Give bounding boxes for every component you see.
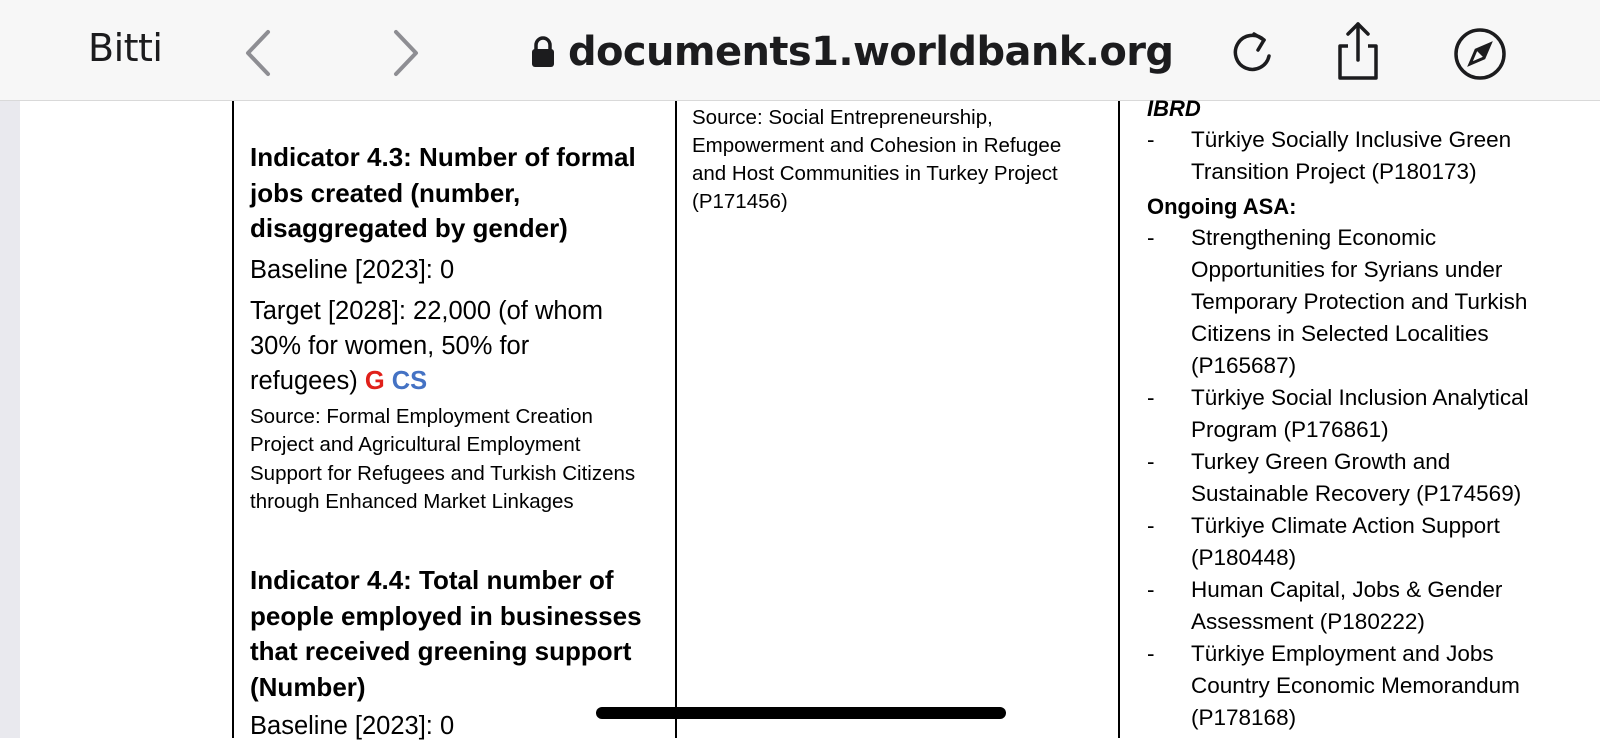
source-line: Empowerment and Cohesion in Refugee — [692, 134, 1062, 157]
list-item-text — [1191, 638, 1587, 734]
indicator-title: jobs created (number, — [250, 177, 521, 208]
list-item-text — [1191, 382, 1587, 446]
list-item-text — [1191, 510, 1587, 574]
list-item-line: Türkiye Socially Inclusive Green — [1191, 127, 1512, 152]
table-border-middle — [675, 101, 677, 738]
indicator-source: through Enhanced Market Linkages — [250, 490, 574, 513]
indicator-title: Indicator 4.4: Total number of — [250, 565, 614, 595]
indicator-title: Indicator 4.3: Number of formal — [250, 142, 636, 172]
ibrd-heading: IBRD — [1147, 96, 1201, 121]
address-bar[interactable] — [530, 24, 1173, 80]
source-line: (P171456) — [692, 190, 788, 213]
list-item-line: Sustainable Recovery (P174569) — [1191, 481, 1522, 506]
indicator-target: 30% for women, 50% for — [250, 331, 530, 360]
list-item-line: Human Capital, Jobs & Gender — [1191, 577, 1503, 602]
table-border-right — [1118, 101, 1120, 738]
indicator-baseline: Baseline [2023]: 0 — [250, 712, 455, 740]
list-item-line: (P180448) — [1191, 545, 1297, 570]
list-item-line: Türkiye Social Inclusion Analytical — [1191, 385, 1529, 410]
list-item — [1147, 638, 1587, 734]
indicator-title: people employed in businesses — [250, 600, 642, 631]
list-item-line: (P165687) — [1191, 353, 1297, 378]
chevron-right-icon[interactable] — [386, 28, 426, 78]
ongoing-asa-heading: Ongoing ASA: — [1147, 194, 1297, 219]
ibrd-list — [1147, 124, 1587, 188]
list-item-line: Temporary Protection and Turkish — [1191, 289, 1528, 314]
indicator-source: Project and Agricultural Employment — [250, 433, 581, 456]
list-item — [1147, 382, 1587, 446]
list-item-line: Türkiye Employment and Jobs — [1191, 641, 1494, 666]
list-item — [1147, 222, 1587, 382]
climate-tag: CS — [391, 366, 428, 395]
list-item-line: Transition Project (P180173) — [1191, 159, 1477, 184]
list-dash: - — [1147, 449, 1155, 474]
gender-tag: G — [364, 366, 385, 395]
list-item-text — [1191, 222, 1587, 382]
list-item — [1147, 446, 1587, 510]
list-item-line: Citizens in Selected Localities — [1191, 321, 1489, 346]
share-icon[interactable] — [1330, 20, 1386, 82]
indicator-source: Support for Refugees and Turkish Citizens — [250, 461, 636, 485]
list-item-line: Opportunities for Syrians under — [1191, 257, 1503, 282]
source-line: and Host Communities in Turkey Project — [692, 162, 1058, 185]
reload-icon[interactable] — [1224, 26, 1280, 82]
list-item — [1147, 574, 1587, 638]
list-item-line: Strengthening Economic — [1191, 225, 1437, 250]
list-item-line: Assessment (P180222) — [1191, 609, 1425, 634]
list-item-line: (P178168) — [1191, 705, 1297, 730]
column3-programs — [1147, 94, 1587, 734]
list-item-line: Turkey Green Growth and — [1191, 449, 1451, 474]
table-border-left — [232, 101, 234, 738]
list-item-line: Program (P176861) — [1191, 417, 1389, 442]
indicator-target: refugees) — [250, 366, 358, 395]
list-item — [1147, 124, 1587, 188]
indicator-source: Source: Formal Employment Creation — [250, 404, 593, 428]
indicator-baseline: Baseline [2023]: 0 — [250, 255, 455, 284]
list-dash: - — [1147, 385, 1155, 410]
indicator-title: that received greening support — [250, 636, 632, 666]
indicator-title: (Number) — [250, 671, 366, 702]
browser-toolbar — [0, 0, 1600, 101]
list-item — [1147, 510, 1587, 574]
list-item-text — [1191, 574, 1587, 638]
list-dash: - — [1147, 577, 1155, 602]
list-dash: - — [1147, 513, 1155, 538]
column2-source — [692, 104, 1092, 216]
indicator-target-last — [250, 364, 660, 399]
done-button[interactable]: Bitti — [88, 26, 163, 70]
list-item-text — [1191, 446, 1587, 510]
page-gutter — [0, 101, 20, 738]
list-item-line: Country Economic Memorandum — [1191, 673, 1520, 698]
source-line: Source: Social Entrepreneurship, — [692, 106, 993, 129]
list-item-text — [1191, 124, 1587, 188]
indicator-title: disaggregated by gender) — [250, 213, 568, 243]
chevron-left-icon[interactable] — [240, 28, 280, 78]
url-text[interactable]: documents1.worldbank.org — [568, 29, 1174, 75]
list-dash: - — [1147, 127, 1155, 152]
list-dash: - — [1147, 225, 1155, 250]
list-dash: - — [1147, 641, 1155, 666]
indicator-4-3 — [250, 140, 660, 517]
home-indicator — [596, 707, 1006, 719]
compass-icon[interactable] — [1452, 26, 1508, 82]
asa-list — [1147, 222, 1587, 734]
lock-icon — [530, 36, 556, 68]
list-item-line: Türkiye Climate Action Support — [1191, 513, 1500, 538]
indicator-target: Target [2028]: 22,000 (of whom — [250, 296, 603, 325]
